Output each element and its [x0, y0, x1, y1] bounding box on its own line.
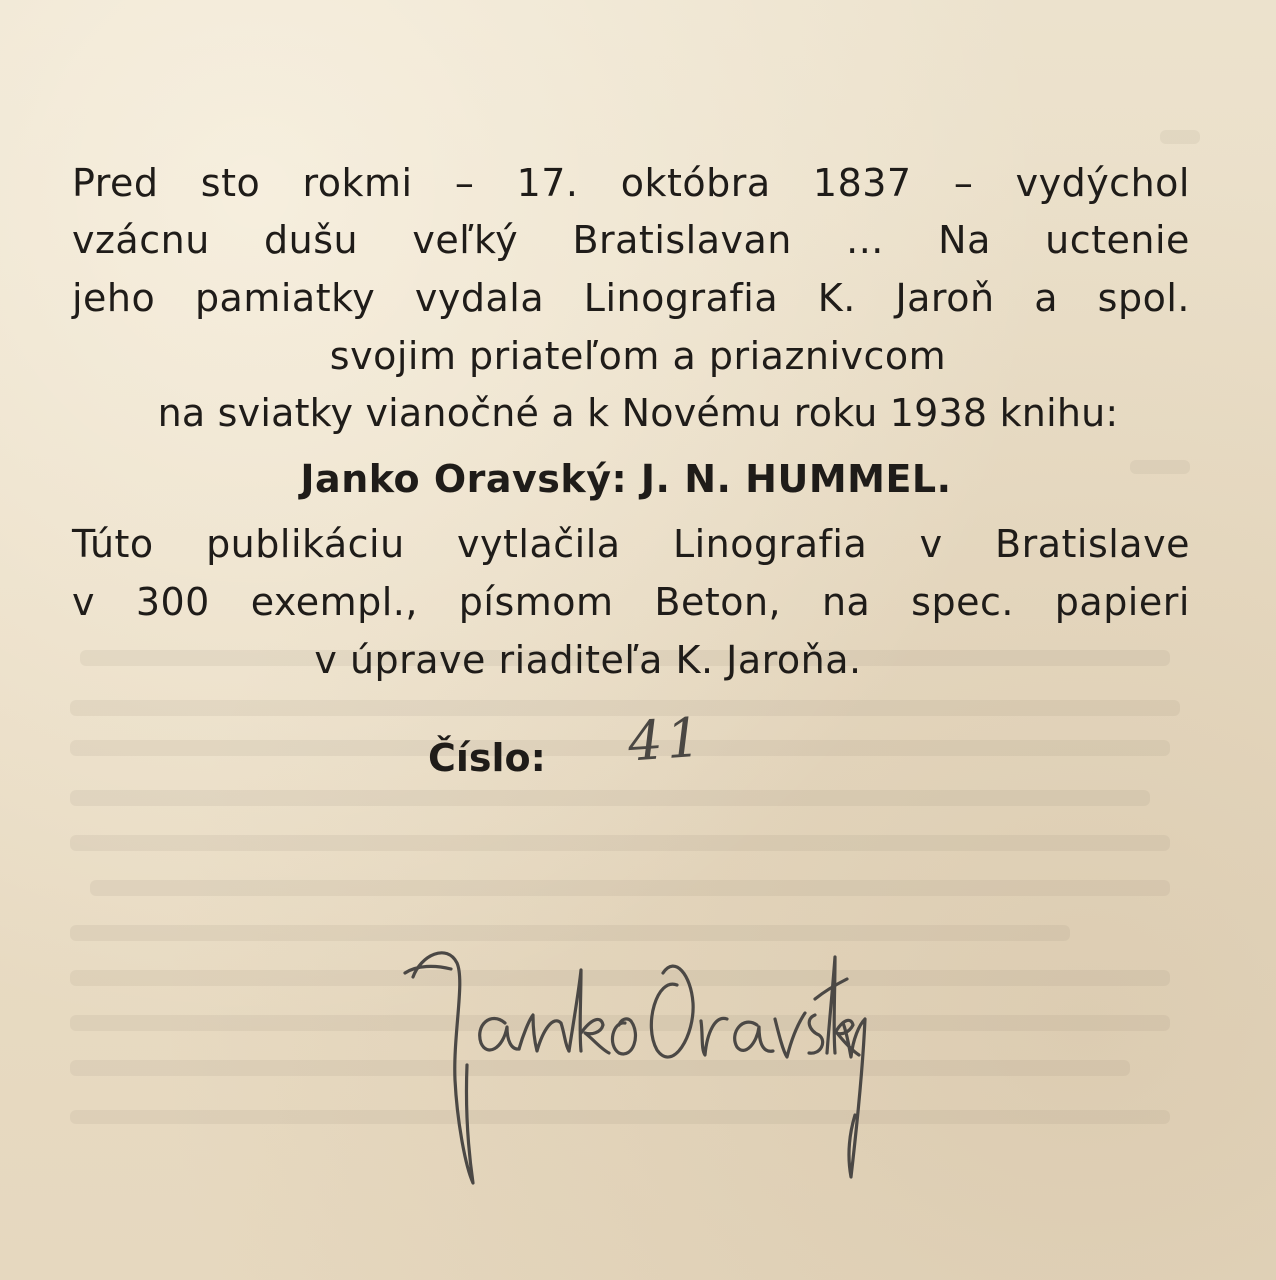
number-label: Číslo:	[428, 736, 546, 780]
word: Pred	[72, 161, 159, 205]
word: publikáciu	[206, 522, 405, 566]
word: sto	[200, 161, 261, 205]
text-line-1	[72, 160, 1190, 206]
word: vytlačila	[457, 522, 621, 566]
word: spol.	[1097, 276, 1190, 320]
word: exempl.,	[250, 580, 418, 624]
word: v	[72, 580, 95, 624]
word: 300	[135, 580, 210, 624]
word: –	[953, 161, 974, 205]
word: papieri	[1054, 580, 1190, 624]
word: Linografia	[672, 522, 868, 566]
text-line-4: svojim priateľom a priaznivcom	[329, 334, 947, 378]
word: v	[919, 522, 943, 566]
word: vydala	[414, 276, 545, 320]
text-line-8	[72, 579, 1190, 625]
word: –	[454, 161, 475, 205]
word: 1837	[812, 161, 912, 205]
word: a	[1034, 276, 1059, 320]
word: rokmi	[302, 161, 413, 205]
word: Na	[938, 218, 991, 262]
word: pamiatky	[194, 276, 376, 320]
word: Túto	[72, 522, 154, 566]
text-line-3	[72, 275, 1190, 321]
word: na	[821, 580, 871, 624]
word: ...	[846, 218, 884, 262]
word: spec.	[911, 580, 1014, 624]
text-line-7	[72, 521, 1190, 567]
word: vzácnu	[72, 218, 210, 262]
word: K.	[817, 276, 856, 320]
word: októbra	[620, 161, 771, 205]
handwritten-number: 41	[625, 705, 707, 774]
word: Bratislave	[995, 522, 1190, 566]
word: uctenie	[1045, 218, 1190, 262]
word: veľký	[412, 218, 519, 262]
word: Jaroň	[895, 276, 995, 320]
word: Linografia	[583, 276, 779, 320]
text-line-9: v úprave riaditeľa K. Jaroňa.	[314, 638, 862, 682]
book-title-line: Janko Oravský: J. N. HUMMEL.	[300, 457, 952, 501]
word: 17.	[516, 161, 579, 205]
word: Bratislavan	[572, 218, 792, 262]
word: vydýchol	[1015, 161, 1190, 205]
text-line-2	[72, 217, 1190, 263]
signature	[395, 915, 875, 1200]
word: jeho	[72, 276, 156, 320]
text-line-5: na sviatky vianočné a k Novému roku 1938 knihu:	[157, 391, 1119, 435]
word: Beton,	[654, 580, 782, 624]
word: písmom	[458, 580, 614, 624]
word: dušu	[264, 218, 359, 262]
